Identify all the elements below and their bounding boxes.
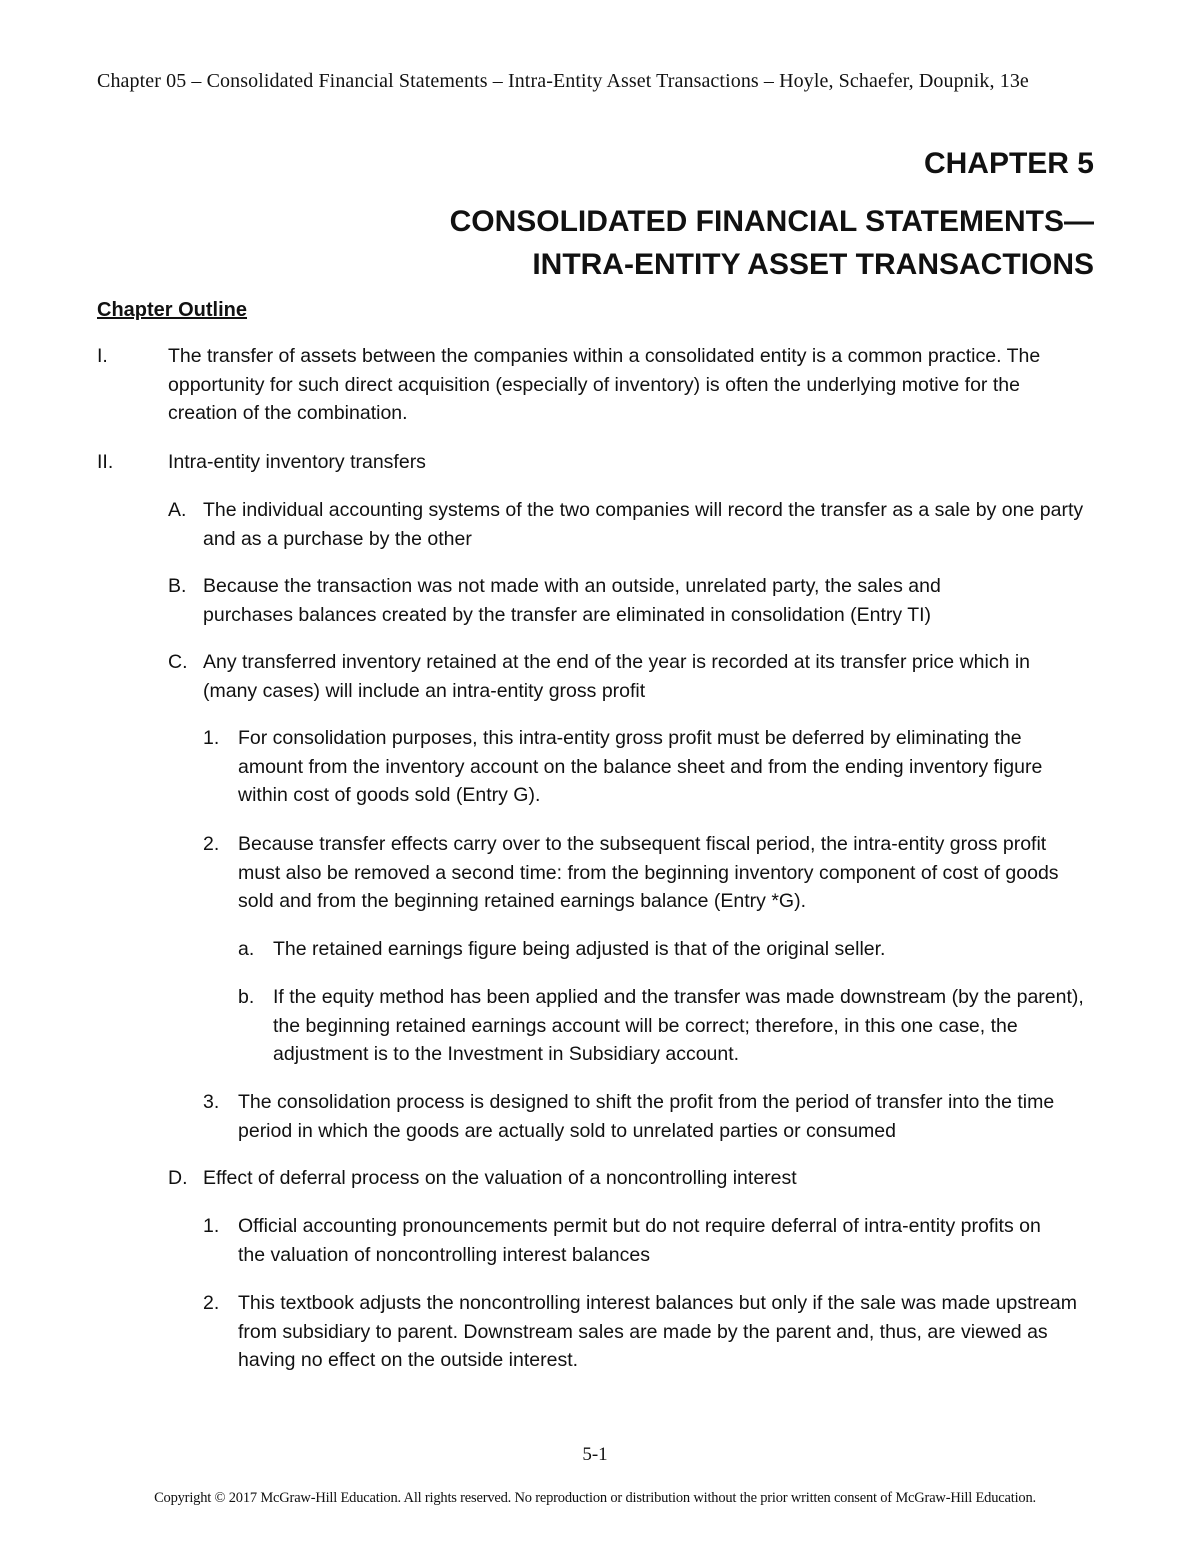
outline-text: Any transferred inventory retained at the end of the year is recorded at its transfer price which in (many cases) will include an intra-entity gross profit	[203, 651, 1031, 702]
outline-marker: A.	[168, 499, 187, 521]
outline-marker: 2.	[203, 833, 220, 855]
chapter-title-line-1: CONSOLIDATED FINANCIAL STATEMENTS—	[449, 205, 1094, 238]
outline-marker: C.	[168, 651, 188, 673]
outline-text: This textbook adjusts the noncontrolling interest balances but only if the sale was made upstream from subsidiary to parent. Downstream sales are made by the parent and, thus, are viewed as having no effect on the outside interest.	[238, 1292, 1077, 1371]
outline-text: Because transfer effects carry over to the subsequent fiscal period, the intra-entity gross profit must also be removed a second time: from the beginning inventory component of cost of goods sold and from the beginning retained earnings balance (Entry *G).	[238, 833, 1059, 912]
copyright-notice: Copyright © 2017 McGraw-Hill Education. All rights reserved. No reproduction or distribution without the prior written consent of McGraw-Hill Education.	[154, 1490, 1036, 1506]
outline-marker: II.	[97, 451, 114, 473]
chapter-outline-heading: Chapter Outline	[97, 299, 248, 321]
outline-text: The retained earnings figure being adjusted is that of the original seller.	[273, 938, 886, 960]
outline-text: The individual accounting systems of the two companies will record the transfer as a sale by one party and as a purchase by the other	[203, 499, 1084, 550]
outline-text: Effect of deferral process on the valuation of a noncontrolling interest	[203, 1167, 797, 1189]
outline-marker: B.	[168, 575, 187, 597]
outline-text: If the equity method has been applied and the transfer was made downstream (by the parent), the beginning retained earnings account will be correct; therefore, in this one case, the adjustment is to the Investment in Subsidiary account.	[273, 986, 1084, 1065]
outline-text: For consolidation purposes, this intra-entity gross profit must be deferred by eliminating the amount from the inventory account on the balance sheet and from the ending inventory figure within cost of goods sold (Entry G).	[238, 727, 1043, 806]
outline-text: The consolidation process is designed to shift the profit from the period of transfer into the time period in which the goods are actually sold to unrelated parties or consumed	[238, 1091, 1055, 1142]
outline-marker: 3.	[203, 1091, 220, 1113]
outline-marker: a.	[238, 938, 255, 960]
outline-text: Because the transaction was not made with an outside, unrelated party, the sales and purchases balances created by the transfer are eliminated in consolidation (Entry TI)	[203, 575, 941, 626]
outline-marker: 1.	[203, 1215, 220, 1237]
outline-text: The transfer of assets between the companies within a consolidated entity is a common practice. The opportunity for such direct acquisition (especially of inventory) is often the underlying motive for the creation of the combination.	[168, 345, 1041, 424]
outline-text: Intra-entity inventory transfers	[168, 451, 426, 473]
outline-marker: b.	[238, 986, 255, 1008]
running-header: Chapter 05 – Consolidated Financial Statements – Intra-Entity Asset Transactions – Hoyle, Schaefer, Doupnik, 13e	[97, 70, 1029, 92]
outline-marker: 1.	[203, 727, 220, 749]
outline-marker: 2.	[203, 1292, 220, 1314]
outline-text: Official accounting pronouncements permit but do not require deferral of intra-entity profits on the valuation of noncontrolling interest balances	[238, 1215, 1041, 1266]
outline-marker: D.	[168, 1167, 188, 1189]
chapter-number: CHAPTER 5	[923, 147, 1094, 180]
chapter-title-line-2: INTRA-ENTITY ASSET TRANSACTIONS	[532, 248, 1094, 281]
page-number: 5-1	[582, 1444, 608, 1465]
outline-marker: I.	[97, 345, 108, 367]
